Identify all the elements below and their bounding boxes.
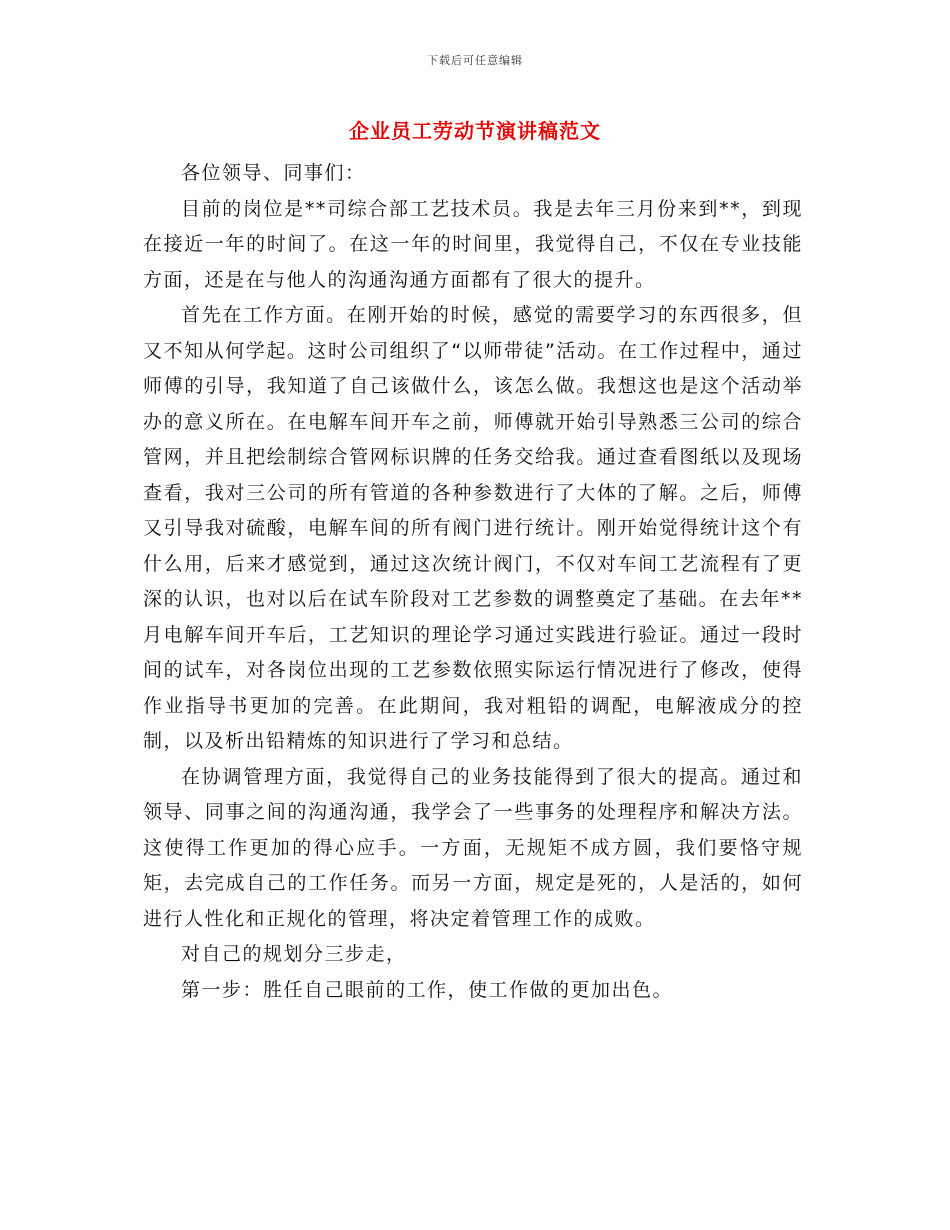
paragraph-greeting: 各位领导、同事们： xyxy=(181,162,366,184)
paragraph-management: 在协调管理方面，我觉得自己的业务技能得到了很大的提高。通过和领导、同事之间的沟通沟通，我学会了一些事务的处理程序和解决方法。这使得工作更加的得心应手。一方面，无规矩不成方圆，我们要恪守规矩，去完成自己的工作任务。而另一方面，规定是死的，人是活的，如何进行人性化和正规化的管理，将决定着管理工作的成败。 xyxy=(143,765,803,930)
paragraph-intro: 目前的岗位是**司综合部工艺技术员。我是去年三月份来到**，到现在接近一年的时间了。在这一年的时间里，我觉得自己，不仅在专业技能方面，还是在与他人的沟通沟通方面都有了很大的提升。 xyxy=(143,197,803,291)
document-title: 企业员工劳动节演讲稿范文 xyxy=(349,119,601,143)
paragraph-plan: 对自己的规划分三步走， xyxy=(181,943,407,965)
paragraph-work: 首先在工作方面。在刚开始的时候，感觉的需要学习的东西很多，但又不知从何学起。这时公司组织了“以师带徒”活动。在工作过程中，通过师傅的引导，我知道了自己该做什么，该怎么做。我想这也是这个活动举办的意义所在。在电解车间开车之前，师傅就开始引导熟悉三公司的综合管网，并且把绘制综合管网标识牌的任务交给我。通过查看图纸以及现场查看，我对三公司的所有管道的各种参数进行了大体的了解。之后，师傅又引导我对硫酸，电解车间的所有阀门进行统计。刚开始觉得统计这个有什么用，后来才感觉到，通过这次统计阀门，不仅对车间工艺流程有了更深的认识，也对以后在试车阶段对工艺参数的调整奠定了基础。在去年**月电解车间开车后，工艺知识的理论学习通过实践进行验证。通过一段时间的试车，对各岗位出现的工艺参数依照实际运行情况进行了修改，使得作业指导书更加的完善。在此期间，我对粗铅的调配，电解液成分的控制，以及析出铅精炼的知识进行了学习和总结。 xyxy=(143,304,803,752)
paragraph-step-one: 第一步：胜任自己眼前的工作，使工作做的更加出色。 xyxy=(181,978,674,1001)
header-note: 下载后可任意编辑 xyxy=(427,54,523,67)
document-body xyxy=(143,156,803,1008)
